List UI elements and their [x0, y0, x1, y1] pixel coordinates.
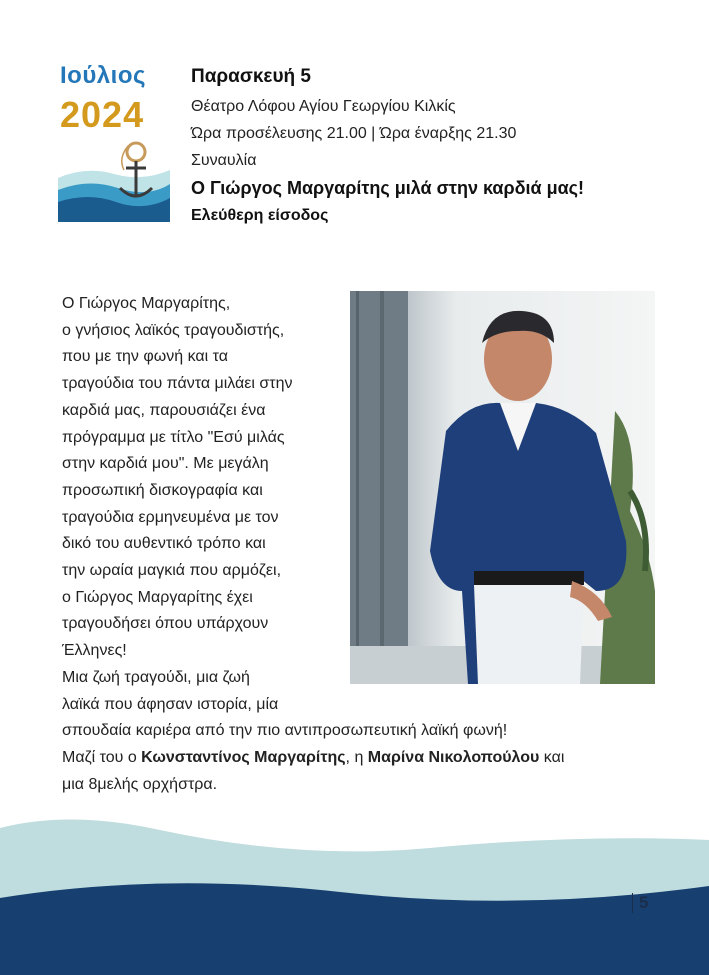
logo-month: Ιούλιος [60, 62, 146, 89]
page-number: 5 [632, 893, 648, 913]
credits-suffix: και [539, 748, 565, 766]
description-line: την ωραία μαγκιά που αρμόζει, [62, 562, 282, 580]
event-venue: Θέατρο Λόφου Αγίου Γεωργίου Κιλκίς [191, 98, 456, 115]
event-entry: Ελεύθερη είσοδος [191, 207, 329, 224]
description-line: δικό του αυθεντικό τρόπο και [62, 535, 266, 553]
credits-line [62, 745, 662, 772]
anchor-wave-icon [58, 138, 170, 222]
logo-year: 2024 [60, 94, 145, 135]
description-line: πρόγραμμα με τίτλο "Εσύ μιλάς [62, 428, 285, 446]
description-line: Ο Γιώργος Μαργαρίτης, [62, 295, 231, 312]
credits-line-last: μια 8μελής ορχήστρα. [62, 775, 218, 793]
description-line: τραγούδια του πάντα μιλάει στην [62, 375, 293, 393]
event-title: Ο Γιώργος Μαργαρίτης μιλά στην καρδιά μας! [191, 178, 585, 198]
event-description [62, 291, 662, 798]
description-line: που με την φωνή και τα [62, 348, 228, 366]
bottom-wave-decoration [0, 800, 709, 975]
description-line: τραγούδια ερμηνευμένα με τον [62, 508, 279, 526]
credits-name-marina: Μαρίνα Νικολοπούλου [367, 748, 540, 766]
credits-prefix: Μαζί του ο [62, 748, 142, 766]
festival-logo [58, 62, 170, 222]
description-line: προσωπική δισκογραφία και [62, 481, 263, 499]
credits-mid: , η [345, 748, 368, 766]
event-day: Παρασκευή 5 [191, 66, 311, 87]
description-line: Έλληνες! [62, 642, 127, 660]
event-category: Συναυλία [191, 152, 257, 169]
credits-name-konstantinos: Κωνσταντίνος Μαργαρίτης [141, 748, 346, 766]
description-line: στην καρδιά μου". Με μεγάλη [62, 455, 269, 473]
description-line: ο γνήσιος λαϊκός τραγουδιστής, [62, 321, 285, 339]
description-line: λαϊκά που άφησαν ιστορία, μία [62, 695, 279, 713]
description-line: σπουδαία καριέρα από την πιο αντιπροσωπευτική λαϊκή φωνή! [62, 722, 508, 740]
description-line: Μια ζωή τραγούδι, μια ζωή [62, 668, 250, 686]
description-line: ο Γιώργος Μαργαρίτης έχει [62, 588, 253, 606]
event-times: Ώρα προσέλευσης 21.00 | Ώρα έναρξης 21.30 [191, 125, 517, 142]
description-line: καρδιά μας, παρουσιάζει ένα [62, 401, 266, 419]
event-header [191, 66, 691, 225]
description-line: τραγουδήσει όπου υπάρχουν [62, 615, 269, 633]
